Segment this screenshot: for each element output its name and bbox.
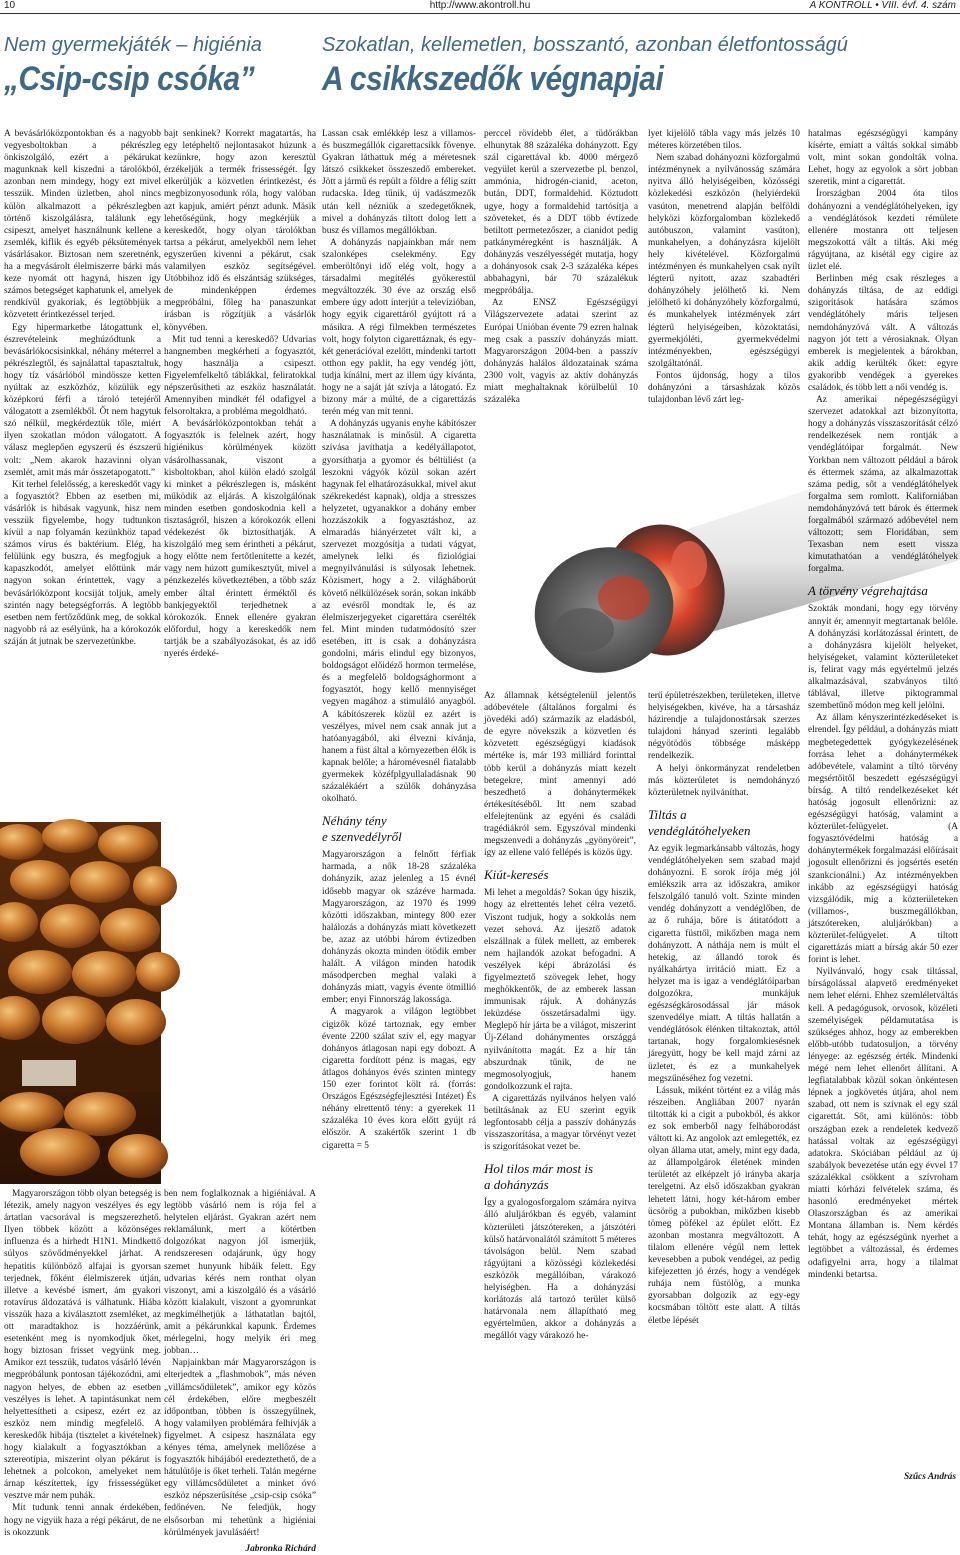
paragraph: A dohányzás napjainkban már nem szalonképes cselekmény. Egy emberöltőnyi idő elég volt, hogy a társadalmi megítélés gyökerestül megváltozzék. 30 éve az ország első embere úgy adott interjút a televízióban, hogy egyik cigarettáról gyújtott rá a másikra. A régi filmekben természetes volt, hogy folyton cigarettáznak, és egy-két generációval ezelőtt, mindenki tartott otthon egy paklit, ha egy vendég jött, tudja kínálni, mert az illem úgy kívánta, hogy ne a saját ját szívja a látogató. Ez bizony már a múlté, de a cigarettázás terén még van mit tenni. xyxy=(322,237,476,418)
paragraph: Szokták mondani, hogy egy törvény annyit ér, amennyit megtartanak belőle. A dohányzási korlátozással érintett, de a dohányzásra kijelölt helyeket, helyiségeket, valamint közterületeket is, felirat vagy más egyértelmű jelzés alkalmazásával, szabványos tiltó táblával, illetve piktogrammal szembetűnő módon meg kell jelölni. xyxy=(808,604,958,712)
paragraph: terű épületrészekben, területeken, illetve helyiségekben, kivéve, ha a társasház házirendje a tulajdonostársak szerzes tulajdoni hányad szerinti legalább négyötödös többsége másképp rendelkezik. xyxy=(648,691,800,762)
paragraph: Írországban 2004 óta tilos dohányozni a vendéglátóhelyeken, így a vendéglátósok kezdeti rémülete ellenére mostanra ott teljesen megszokottá vált a tiltás. Aki még rágyújtana, az kisétál egy cigire az üzlet elé. xyxy=(808,189,958,273)
right-kicker: Szokatlan, kellemetlen, bosszantó, azonban életfontosságú xyxy=(322,34,848,56)
paragraph: Nyilvánvaló, hogy csak tiltással, bírságolással alapvető eredményeket nem lehet elérni. Ehhez szemléletváltás kell. A pedagógusok, orvosok, közéleti személyiségek példamutatása is szükséges ahhoz, hogy az emberekben előbb-utóbb tudatosuljon, a törvény lényege: az egészség érték. Mindenki mégé nem lehet ellenőrt állítani. A legfiatalabbak közül sokan önkéntesen lépnek a jogkövetés útjára, ahol nem szabad, ott nem is szívnak el egy szál cigarettát. Sőt, ami különös: több országban ezek a rendeletek kedvező hatással voltak az egészségügyi adatokra. Skóciában például az új szabályok bevezetése után egy évvel 17 százalékkal csökkent a szívroham miatti kórházi felvételek száma, és hasonló eredményeket mértek Olaszországban és az amerikai Montana államban is. Nem kérdés tehát, hogy az egészségünk nyerhet a legtöbbet a változással, és érdemes odafigyelni arra, hogy a tilalmat mindenki betartsa. xyxy=(808,967,958,1280)
paragraph: A bevásárlóközpontokban és a nagyobb vegyesboltokban a pékrészleg önkiszolgáló, ezért a pékárukat magunknak kell kiszedni a tárolókból, azonban nem mindegy, hogy ezt mivel tesszük. Minden üzletben, ahol nincs külön alkalmazott a pékrészlegben történő kiszolgálásra, találunk egy csipeszt, amelyet használnunk kellene a zsemlék, kiflik és egyéb péksütemények vásárlásakor. Biztosan nem szeretnénk, ha a megvásárolt élelmiszerre bárki más keze nyomát ott hagyná, hiszen így számos betegséget kaphatunk el, amelyek rendkívül gyakoriak, és legtöbbjük a közvetett érintkezéssel terjed. xyxy=(4,129,161,321)
paragraph: Fontos újdonság, hogy a tilos dohányzóni a társasházak közös tulajdonban lévő zárt leg- xyxy=(648,370,800,406)
paragraph: Napjainkban már Magyarországon is elterjedtek a „flashmobok”, más néven „villámcsődületek”, amikor egy közös cél érdekében, előre megbeszélt időpontban, többen is összegyűlnek, hogy valamilyen problémára felhívják a figyelmet. A csipesz használata egy kényes téma, amelynek mellőzése a fogyasztók hibájából eredeztethető, de a hátulütője is őket terheli. Talán megérne egy villámcsődületet a minket óvó eszköz népszerűsítése „csip-csip csóka” fedőnéven. Ne feledjük, hogy elsősorban mi tehetünk a higiéniai körülmények javulásáért! xyxy=(164,1358,316,1538)
left-kicker: Nem gyermekjáték – higiénia xyxy=(4,34,262,56)
paragraph: lyet kijelölő tábla vagy más jelzés 10 méteres körzetében tilos. xyxy=(648,129,800,152)
paragraph: Az amerikai népegészségügyi szervezet adatokkal azt bizonyította, hogy a dohányzás visszaszorítását célzó rendelkezések nem rontják a vendéglátóipar forgalmát. New Yorkban nem változott például a bárok és éttermek száma, az alkalmazottak száma pedig, sőt a vendéglátóhelyek forgalma sem romlott. Kaliforniában nemdohányzóvá tett bárok és éttermek forgalmából származó adóbevétel nem változott; sem Floridában, sem Texasban nem esett vissza kimutathatóan a vendéglátóhelyek forgalma. xyxy=(808,395,958,575)
subhead-tiltas-vendeglato: Tiltás a vendéglátóhelyeken xyxy=(648,806,751,838)
paragraph: Magyarországon több olyan betegség is létezik, amely nagyon veszélyes és egy ártatlan vacsorával is megszerezhető. Ilyen többek között a közönséges influenza és a hírhedt H1N1. Mindkettő súlyos szövődményekkel járhat. A hepatitis különböző alfajai is gyorsan terjednek, főként élelmiszerek útján, illetve a kevésbé ismert, ám gyakori rotavírus áldozatává is válhatunk. Hiába visszük haza a kiválasztott zsemléket, az ott maradtakhoz is hozzáérünk, esetenként meg is nyomkodjuk őket, hogy biztosan frisset vegyünk meg. Amikor ezt tesszük, tudatos vásárló lévén megpróbálunk pontosan tájékozódni, ami nagyon helyes, de ebben az esetben veszélyes is lehet. A tapintásunkat nem helyettesítheti a csipesz, ezért ez az eszköz nem mindig megfelelő. A kereskedők hibája (tisztelet a kivételnek) hogy kialakult a fogyasztókban a sztereotípia, miszerint olyan pékárut is lehetnek a polcokon, amelyeket nem árnap készítettek, így frissességüket vesztve már nem puhák. xyxy=(4,1189,161,1502)
paragraph: ben nem foglalkoznak a higiéniával. A legtöbb vásárló nem is rója fel a helytelen eljárást. Gyakran azért nem reklamálunk, mert a kötértben dolgozókat nagyon jól ismerjük, rendszeresen odajárunk, úgy hogy szemet hunyunk hibáik felett. Egy udvarias kérés nem ronthat olyan viszonyt, ami a kiszolgáló és a vásárló között kialakult, viszont a gyomrunkat megkímélhetjük a láthatatlan bajtól, amit a pékárunkkal kapunk. Érdemes mérlegelni, hogy melyik éri meg jobban… xyxy=(164,1189,316,1357)
paragraph: Így a gyalogosforgalom számára nyitva álló aluljárókban és egyéb, valamint közterületi játszótereken, a játszótéri külső határvonalától számított 5 méteres távolságon belül. Nem szabad rágyújtani a közösségi közlekedési eszközök megállóiban, várakozó helyiségben. Ha a dohányzási korlátozás alá tartozó terület külső határvonala nem állapítható meg egyértelműen, akkor a dohányzás a megállót vagy várakozó he- xyxy=(484,1198,636,1342)
paragraph: Berlinben még csak részleges a dohányzás tiltása, de az eddigi szigorítások hatására számos vendéglátóhely máris teljesen nemdohányzóvá vált. A változás nagyon jót tett a vérosiaknak. Olyan emberek is megjelentek a bárokban, akik addig kerülték őket: egyre gyakoribb vendégek a gyerekes családok, és több lett a női vendég is. xyxy=(808,274,958,393)
magazine-issue: A KONTROLL • VIII. évf. 4. szám xyxy=(809,0,956,11)
left-byline: Jabronka Richárd xyxy=(245,1543,316,1554)
page-header xyxy=(0,0,960,12)
paragraph: Mit tudunk tenni annak érdekében, hogy ne vigyük haza a régi pékárut, de ne is okozzunk xyxy=(4,1503,161,1538)
col6-text xyxy=(808,128,958,1468)
col3-text xyxy=(322,128,476,1480)
paragraph: Mit tud tenni a kereskedő? Udvarias hangnemben megkérheti a fogyasztót, hogy használja a csipeszt. Figyelemfelkeltő táblákkal, feliratokkal népszerűsítheti az eszköz használatát. Amennyiben mindkét fél odafigyel a felsoroltakra, a probléma megoldható. xyxy=(164,334,316,418)
paragraph: Nem szabad dohányozni közforgalmú intézménynek a nyilvánosság számára nyitva álló helyiségeiben, közösségi közlekedési eszközön (helyiérdekű vasúton, menetrend alapján belföldi helyközi közforgalomban közlekedő autóbuszon, valamint vasúton), munkahelyen, a dohányzásra kijelölt hely kivételével. Közforgalmú intézményen és munkahelyen csak nyílt légterű nyitott, azaz szabadtéri dohányzóhely jelölhető ki. Nem jelölhető ki dohányzóhely közforgalmú, és munkahelyek intézmények zárt légterű helyiségeiben, közoktatási, gyermekjóléti, gyermekvédelmi intézményekben, egészségügyi szolgáltatónál. xyxy=(648,153,800,369)
subhead-kiut-kereses: Kiút-keresés xyxy=(484,867,549,883)
col2-lower-text xyxy=(164,1188,316,1554)
subhead-nehany-teny: Néhány tény e szenvedélyről xyxy=(322,813,402,845)
col2-text xyxy=(164,128,316,818)
paragraph: hatalmas egészségügyi kampány kísérte, emiatt a váltás sokkal simább volt, mint sokan gondolták volna. Lehet, hogy az egyolok a sört jobban szeretik, mint a cigarettát. xyxy=(808,129,958,188)
col1-text xyxy=(4,128,161,818)
paragraph: A cigarettázás nyilvános helyen való betiltásának az EU szerint egyik legfontosabb célja a passzív dohányzás visszaszorítása, a magyar törvényt vezet is szigorításokat vezet be. xyxy=(484,1093,636,1153)
paragraph: A helyi önkormányzat rendeletben más közterületet is nemdohányzó közterületnek nyilváníthat. xyxy=(648,763,800,798)
left-headline: „Csip-csip csóka” xyxy=(4,60,255,98)
paragraph: Az állam kényszerintézkedéseket is elrendel. Így például, a dohányzás miatt megbetegedettek gyógykezelésének forrása lehet a dohánytermékek adóbevétele, valamint a tiltó törvény megsértőitől beszedett egészségügyi bírság. A tiltó rendelkezéseket két hatóság jogosult ellenőrizni: az egészségügyi hatóság, valamint a közterület-felügyelet. (A fogyasztóvédelmi hatóság a dohánytermékek forgalmazási előírásait jogosult ellenőrizni és jogsértés esetén szankcionálni.) Az intézményekben inkább az egészségügyi hatóság vizsgálódik, míg a közterületeken (villamos-, buszmegállókban, játszótereken, aluljárókban) a közterület-felügyelet. A tiltott cigarettázás miatt a bírság akár 50 ezer forint is lehet. xyxy=(808,713,958,966)
subhead-hol-tilos: Hol tilos már most is a dohányzás xyxy=(484,1161,594,1193)
paragraph: A magyarok a világon legtöbbet cigizők közé tartoznak, egy ember évente 2200 szálat szív el, egy magyar dohányos átlagosan napi egy dobozt. A cigaretta fordított pénz is magas, egy átlagos dohányos évés szinten mintegy 150 ezer forintot költ rá. (forrás: Országos Egészségfejlesztési Intézet) És néhány elrettentő tény: a gyerekek 11 százaléka 10 éves kora előtt gyújt rá először. A szakértők szerint 1 db cigaretta = 5 xyxy=(322,1007,476,1151)
paragraph: Mi lehet a megoldás? Sokan úgy hiszik, hogy az elrettentés lehet célra vezető. Viszont tudjuk, hogy a sokkolás nem vezet sehová. Az ijesztő adatok elszállnak a fülek mellett, az emberek nem hajlandók azokat befogadni. A veszélyek képi ábrázolási és figyelmeztető szövegek lehet, hogy meghökkentők, de az emberek lassan immunisak rájuk. A dohányzás leküzdése összetársadalmi ügy. Meglepő hír járta be a világot, miszerint Új-Zéland dohánymentes országgá nyilvánította magát. Ez a hír tán abszurdnak tűnik, de ne megmosolyogjuk, hanem gondolkozzunk el rajta. xyxy=(484,888,636,1092)
paragraph: Egy hipermarketbe látogattunk el, észrevételeink meghúzódtunk a bevásárlókocsisinkkal, néhány méterrel a pékrészlegtől, és sajnálattal tapasztaltuk, hogy tíz vásárlóból mindössze ketten nyúltak az eszközhöz, közülük egy középkorú férfi a tároló tetejéről válogatott a zsemlékből. Őt nem hagytuk szó nélkül, megkérdeztük tőle, miért ilyen szokatlan módon válogatott. A válasz meglepően egyszerű és észszerű volt: „Nem akarok hazavinni olyan zsemlét, amit más már összetapogatott.” xyxy=(4,322,161,478)
col5-lower-text xyxy=(648,690,800,1482)
paragraph: Magyarországon a felnőtt férfiak harmada, a nők 18-28 százaléka dohányzik, azaz jelenleg a 15 évnél idősebb magyar ok százéve harmada. Magyarországon, az 1970 és 1999 közötti időszakban, mintegy 800 ezer halálozás a dohányzás miatt következett be, azaz az utóbbi három évtizedben dohányzás okozta minden ötödik ember halált. A világon minden hatodik másodpercben meghal valaki a dohányzás miatt, vagyis évente ötmillió ember; enyi Finnország lakossága. xyxy=(322,850,476,1006)
col4-lower-text xyxy=(484,690,636,1482)
paragraph: Az államnak kétségtelenül jelentős adóbevétele (általános forgalmi és jövedéki adó) származik az eladásból, de egyre növekszik a közvetlen és közvetett egészségügyi kiadások mértéke is, már 193 milliárd forinttal több kerül a dohányzás miatt kezelt betegekre, mint amennyi adó beszedhető a dohánytermékek értékesítéséből. Itt nem szabad elfelejtenünk az egyéni és családi tragédiákról sem. Egyszóval mindenki megszenvedi a dohányzás „gyönyöreit”, így az ellene való fellépés is közös ügy. xyxy=(484,691,636,859)
paragraph: Lassan csak emlékkép lesz a villamos- és buszmegállók cigarettacsikk fövenye. Gyakran láthattuk még a méretesnek látszó csikkeket összeszedő embereket. Jött a jármű és repült a földre a félig szítt rudacska. Ideg tűnik, új vadászmezők után kell nézniük a szedegetőknek, mivel a dohányzás tiltott dolog lett a busz és villamos megállókban. xyxy=(322,129,476,236)
header-url[interactable]: http://www.akontroll.hu xyxy=(429,0,531,11)
col1-lower-text xyxy=(4,1188,161,1538)
subhead-torveny: A törvény végrehajtása xyxy=(808,583,928,599)
right-headline: A csikkszedők végnapjai xyxy=(322,60,664,98)
col4-text xyxy=(484,128,638,428)
right-byline: Szűcs András xyxy=(903,1472,956,1482)
col5-text xyxy=(648,128,800,428)
paragraph: Az egyik legmarkánsabb változás, hogy vendéglátóhelyeken sem szabad majd dohányozni. E sorok írója még jól emlékszik arra az időszakra, amikor felszolgáló tanuló volt. Szinte minden vendég dohányzott a vendéglőben, de az ő ruhája, bőre is átitatódott a cigaretta füsttől, mikőzben maga nem dohányzott. A náthája nem is múlt el hetekig, az állandó torok és nyálkahártya irritáció miatt. Ez a helyzet ma is igaz a vendéglátóiparban dolgozókra, munkájuk egészségkárosodással jár mások szenvedélye miatt. A tiltás hallatán a vendéglátósok élénken tiltakoztak, attól tartanak, hogy forgalomkiesésnek járegyütt, hogy be kell majd zárni az üzletet, és ez a munkahelyek megszűnéséhez fog vezetni. xyxy=(648,843,800,1084)
paragraph: A bevásárlóközpontokban tehát a fogyasztók is felelnek azért, hogy higiénikus körülmények között vásárolhassanak, viszont a kisboltokban, ahol külön eladó szolgál ki minket a pékrészlegen is, másként működik az eljárás. A kiszolgálónak minden esetben gondoskodnia kell a tisztaságról, hiszen a kórokozók elleni védekezést ők biztosíthatják. A kiszolgáló meg sem érintheti a pékárut, hogy előtte nem fertőtlenítette a kezét, vagy nem húzott gumikesztyűt, mivel a pénzkezelés következtében, a több száz ember által érintett érméktől és bankjegyektől terjedhetnek a kórokozók. Ennek ellenére gyakran előfordul, hogy a kereskedők nem tartják be a szabályozásokat, és az idő nyerés érdeké- xyxy=(164,419,316,660)
paragraph: A dohányzás ugyanis enyhe kábítószer használatnak is minősül. A cigaretta szívása javíthatja a kedélyállapotot, gyorsíthatja a gyomor és béltüliést (a leszokni vágyók közül sokan azért hagynak fel elhatározásukkal, mivel akut székrekedést kapnak), oldja a stresszes helyzetet, ugyanakkor a dohány ember hozzászokik a fogyasztáshoz, az elmaradás hiányérzetet vált ki, a szervezet mozgósítja a tudati vágyat, amelynek lelki és fiziológiai megnyilvánulási is súlyosak lehetnek. Közismert, hogy a 2. világháborút követő nélkülözések során, sokan inkább az evésről mondtak le, és az élelmiszerjegyeket cigarettára cserélték fel. Mint minden tudatmódosító szer esetében, itt is csak a dohányzásra gondolni, máris elindul egy bizonyos, boldogságot előidéző hormon termelése, és a megfelelő boldogsághormont a fogyasztót, hogy kellő mennyiséget vegyen magához a stimuláló anyagból. A kábítószerek közül ez azért is veszélyes, mivel nem csak annak jut a hatóanyagából, aki élvezni kívánja, hanem a füst által a környezetben élők is kapnak belőle; a háromévesnél fiatalabb gyermekek közéfplgyullaladásnak 90 százalékáért a szülők dohányzása okolható. xyxy=(322,419,476,805)
paragraph: Lássuk, miként történt ez a világ más részeiben. Angliában 2007 nyarán tiltották ki a cigit a pubokból, és akkor ez sok emberből nagy felháborodást váltott ki. Az angolok azt emlegették, ez olyan állama utat, amely, mint egy dada, az állampolgárok életének minden területét az elképzelt jó irányba akarja terelgetni. Az első időszakban gyakran lehetett látni, hogy két-három ember ücsörög a pubokban, mikőzben kisebb tömeg pöfékel az épület előtt. Ez azonban mostanra megváltozott. A tilalom ellenére végül nem lettek kevesebben a pubok vendégei, az pedig kifejezetten jó érzés, hogy a vendégek ruhája nem füstölög, a munka gyorsabban dolgozik az egy-egy kocsmában töltött este alatt. A tiltás életbe lépését xyxy=(648,1085,800,1326)
paragraph: Az ENSZ Egészségügyi Világszervezete adatai szerint az Európai Unióban évente 79 ezren halnak meg csak a passzív dohányzás miatt. Magyarországon 2004-ben a passzív dohányzás halálos áldozatainak száma 2300 volt, vagyis az aktív dohányzás miatt meghaltaknak körülbelül 10 százaléka xyxy=(484,298,638,406)
header-rule xyxy=(0,13,960,14)
paragraph: perccel rövidebb élet, a tüdőrákban elhunytak 88 százaléka dohányzott. Egy szál cigarettával kb. 4000 mérgező vegyület kerül a szervezetbe pl. benzol, ammónia, hidrogén-cianid, aceton, bután, DDT, formaldehid. Köztudott ugye, hogy a formaldehid tartósítja a szöveteket, és a DDT több évtizede betiltott permetezőszer, a cianidot pedig patkányméregként is használják. A dohányzás veszélyességét mutatja, hogy a dohányosok csak 2-3 százaléka képes abbahagyni, bár 70 százalékuk megpróbálja. xyxy=(484,129,638,297)
bread-photo xyxy=(0,822,161,1184)
paragraph: Kit terhel felelősség, a kereskedőt vagy a fogyasztót? Ebben az esetben mi, vásárlók is hibásak vagyunk, hisz nem vesszük figyelembe, hogy tudtunkon kívül a nap folyamán kezünkhöz tapad számos vírus és baktérium. Elég, ha felülünk egy buszra, és megfogjuk a kapaszkodót, amelyet előttünk már nagyon sokan érintettek, vagy a bevásárlóközpont kocsiját toljuk, amely szintén nagy betegségforrás. A legtöbb esetben nem fertőződünk meg, de sokkal nagyobb rá az esélyünk, ha a kórokozók száján át jutnak be szervezetünkbe. xyxy=(4,479,161,647)
paragraph: bajt senkinek? Korrekt magatartás, ha egy letépheltő nejlontasakot húzunk a kezünkre, hogy azon keresztül érzékeljük a termék frissességét. Így elkerüljük a közvetlen érintkezést, és megbizonyosodunk róla, hogy valóban azt kapjuk, amiért pénzt adunk. Másik lehetőségünk, hogy megkérjük a kereskedőt, hogy olyan tárolókban tartsa a pékárut, amelyekből nem lehet egyszerűen kivenni a pékárut, csak valamilyen eszköz segítségével. Utóbbihoz idő és elszántság szükséges, de mindenképpen érdemes megpróbálni, főleg ha panaszunkat írásban is rögzítjük a vásárlók könyvében. xyxy=(164,129,316,333)
page-number: 10 xyxy=(4,0,16,11)
